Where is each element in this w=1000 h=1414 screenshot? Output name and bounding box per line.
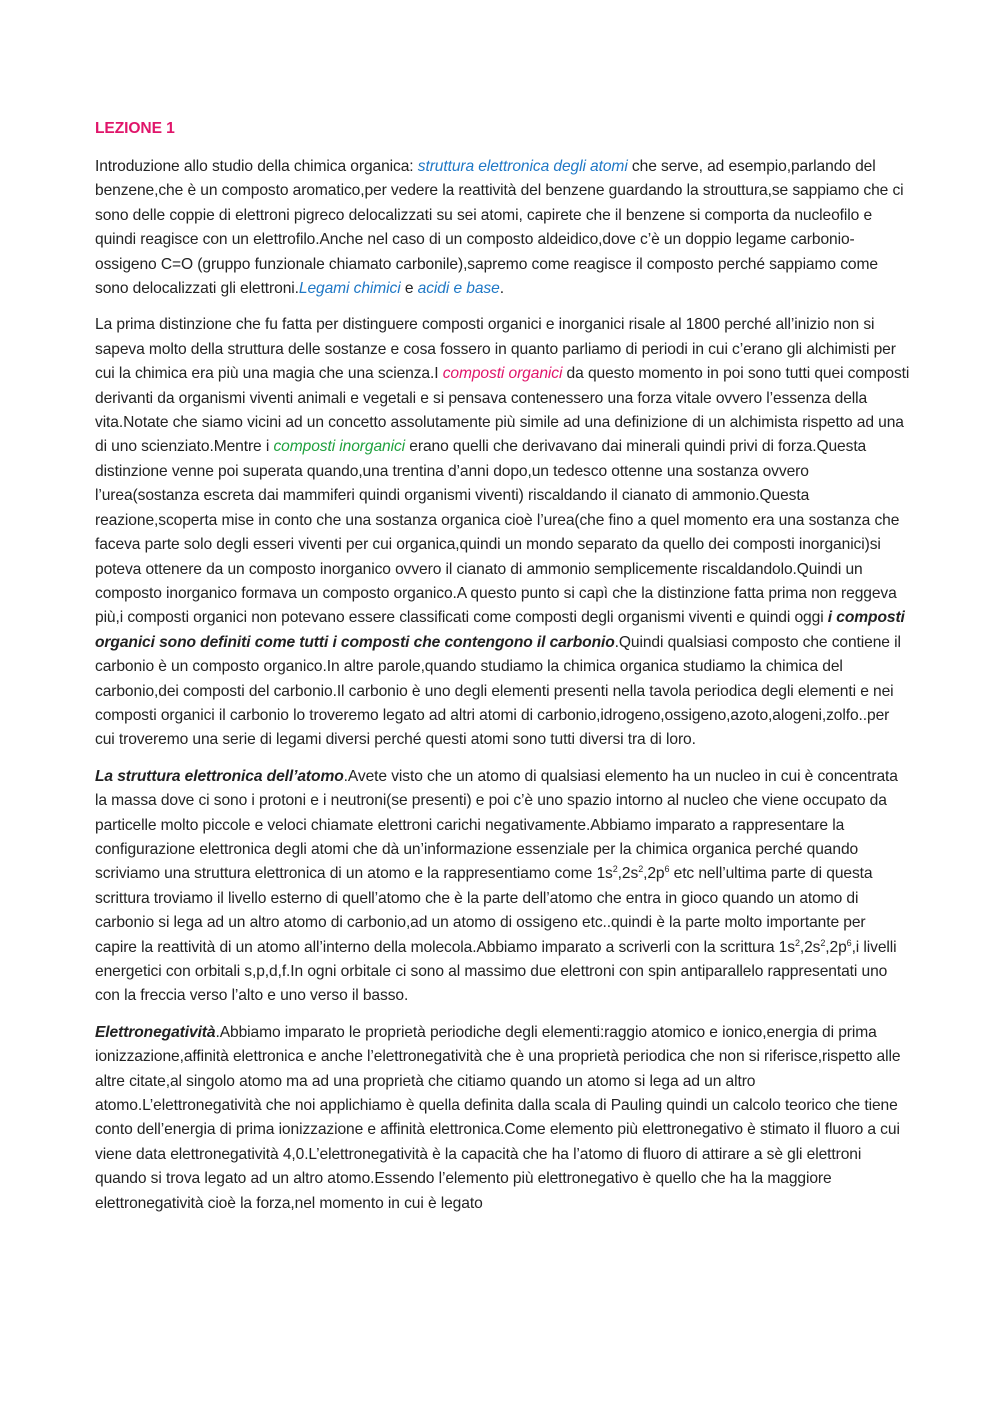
highlight-legami-chimici: Legami chimici: [298, 280, 401, 298]
superscript: 6: [846, 937, 852, 948]
text: da questo momento in poi sono tutti quei composti derivanti da organismi viventi animali e vegetali e si pensava contenessero una forza vitale ovvero l’essenza della vita.Notate che siamo vicini ad un concetto assolutamente più simile ad una definizione di un alchimista rispetto ad una di uno scienziato.Mentre i: [95, 365, 910, 456]
config-2s: ,2s: [799, 938, 821, 956]
text: .Abbiamo imparato le proprietà periodiche degli elementi:raggio atomico e ionico,energia di prima ionizzazione,affinità elettronica e anche l’elettronegatività che è una proprietà periodica che non si riferisce,rispetto alle altre citate,al singolo atomo ma ad una proprietà che citiamo quando un atomo si lega ad un altro atomo.L’elettronegatività che noi applichiamo è quella definita dalla scala di Pauling quindi un calcolo teorico che tiene conto dell’energia di prima ionizzazione e affinità elettronica.Come elemento più elettronegativo è stimato il fluoro a cui viene data elettronegatività 4,0.L’elettronegatività è la capacità che ha l’atomo di fluoro di attirare a sè gli elettroni quando si trova legato ad un altro atomo.Essendo l’elemento più elettronegativo è quello che ha la maggiore elettronegatività cioè la forza,nel momento in cui è legato: [95, 1023, 901, 1212]
text: .Avete visto che un atomo di qualsiasi elemento ha un nucleo in cui è concentrata la massa dove ci sono i protoni e i neutroni(se presenti) e poi c’è uno spazio intorno al nucleo che viene occupato da particelle molto piccole e veloci chiamate elettroni carichi negativamente.Abbiamo imparato a rappresentare la configurazione elettronica degli atomi che dà un’informazione essenziale per la chimica organica perché quando scriviamo una struttura elettronica di un atomo e la rappresentiamo come: [95, 767, 898, 883]
superscript: 2: [820, 937, 826, 948]
text: Introduzione allo studio della chimica organica:: [95, 158, 418, 175]
text: ,i livelli energetici con orbitali s,p,d,f.In ogni orbitale ci sono al massimo due elettroni con spin antiparallelo rappresentati uno con la freccia verso l’alto e uno verso il basso.: [95, 938, 897, 1005]
config-2p: ,2p: [643, 865, 665, 883]
config-1s: 1s: [596, 865, 613, 883]
document-page: [95, 117, 910, 1228]
superscript: 2: [612, 864, 618, 875]
highlight-acidi-e-base: acidi e base: [417, 280, 500, 298]
superscript: 6: [664, 864, 670, 875]
text: e: [400, 280, 418, 298]
paragraph-struttura-atomo: [95, 765, 910, 1009]
text: .Quindi qualsiasi composto che contiene il carbonio è un composto organico.In altre parole,quando studiamo la chimica organica studiamo la chimica del carbonio,dei composti del carbonio.Il carbonio è uno degli elementi presenti nella tavola periodica degli elementi e nei composti organici il carbonio lo troveremo legato ad altri atomi di carbonio,idrogeno,ossigeno,azoto,alogeni,zolfo..per cui troveremo una serie di legami diversi perché questi atomi sono tutti diversi tra di loro.: [95, 633, 901, 749]
text: erano quelli che derivavano dai minerali quindi privi di forza.Questa distinzione venne poi superata quando,una trentina d’anni dopo,un tedesco ottenne una sostanza ovvero l’urea(sostanza escreta dai mammiferi quindi organismi viventi) riscaldando il cianato di ammonio.Questa reazione,scoperta mise in conto che una sostanza organica cioè l’urea(che fino a quel momento era una sostanza che faceva parte solo degli esseri viventi per cui organica,quindi un mondo separato da quello dei composti inorganici)si poteva ottenere da un composto inorganico ovvero il cianato di ammonio semplicemente riscaldandolo.Quindi un composto inorganico formava un composto organico.A questo punto si capì che la distinzione fatta prima non reggeva più,i composti organici non potevano essere classificati come composti degli organismi viventi e quindi oggi: [95, 438, 900, 627]
definition-composti-organici: i composti organici sono definiti come tutti i composti che contengono il carbonio: [95, 609, 905, 651]
text: che serve, ad esempio,parlando del benzene,che è un composto aromatico,per vedere la reattività del benzene guardando la strouttura,se sappiamo che ci sono delle coppie di elettroni pigreco delocalizzati su sei atomi, capirete che il benzene si comporta da nucleofilo e quindi reagisce con un elettrofilo.Anche nel caso di un composto aldeidico,dove c’è un doppio legame carbonio-ossigeno C=O (gruppo funzionale chiamato carbonile),sapremo come reagisce il composto perché sappiamo come sono delocalizzati gli elettroni.: [95, 158, 904, 298]
text: .: [499, 280, 504, 298]
highlight-struttura-elettronica: struttura elettronica degli atomi: [417, 158, 628, 175]
heading-struttura-atomo: La struttura elettronica dell’atomo: [95, 767, 344, 785]
config-2s: ,2s: [617, 865, 639, 883]
superscript: 2: [794, 937, 800, 948]
paragraph-introduction: [95, 155, 910, 301]
text: La prima distinzione che fu fatta per distinguere composti organici e inorganici risale al 1800 perché all’inizio non si sapeva molto della struttura delle sostanze e cosa fossero in quanto parliamo di periodi in cui c’erano gli alchimisti per cui la chimica era più una magia che una scienza.I: [95, 316, 896, 383]
heading-elettronegativita: Elettronegatività: [95, 1023, 216, 1041]
highlight-composti-inorganici: composti inorganici: [273, 438, 406, 456]
lesson-title: LEZIONE 1: [95, 120, 175, 137]
paragraph-elettronegativita: [95, 1021, 910, 1216]
paragraph-composti: [95, 313, 910, 752]
superscript: 2: [638, 864, 644, 875]
text: etc nell’ultima parte di questa scrittura troviamo il livello esterno di quell’atomo che è la parte dell’atomo che entra in gioco quando un atomo di carbonio si lega ad un altro atomo di carbonio,ad un atomo di ossigeno etc..quindi è la parte molto importante per capire la reattività di un atomo all’interno della molecola.Abbiamo imparato a scriverli con la scrittura: [95, 865, 873, 956]
config-2p: ,2p: [825, 938, 847, 956]
config-1s: 1s: [778, 938, 795, 956]
highlight-composti-organici: composti organici: [442, 365, 563, 383]
